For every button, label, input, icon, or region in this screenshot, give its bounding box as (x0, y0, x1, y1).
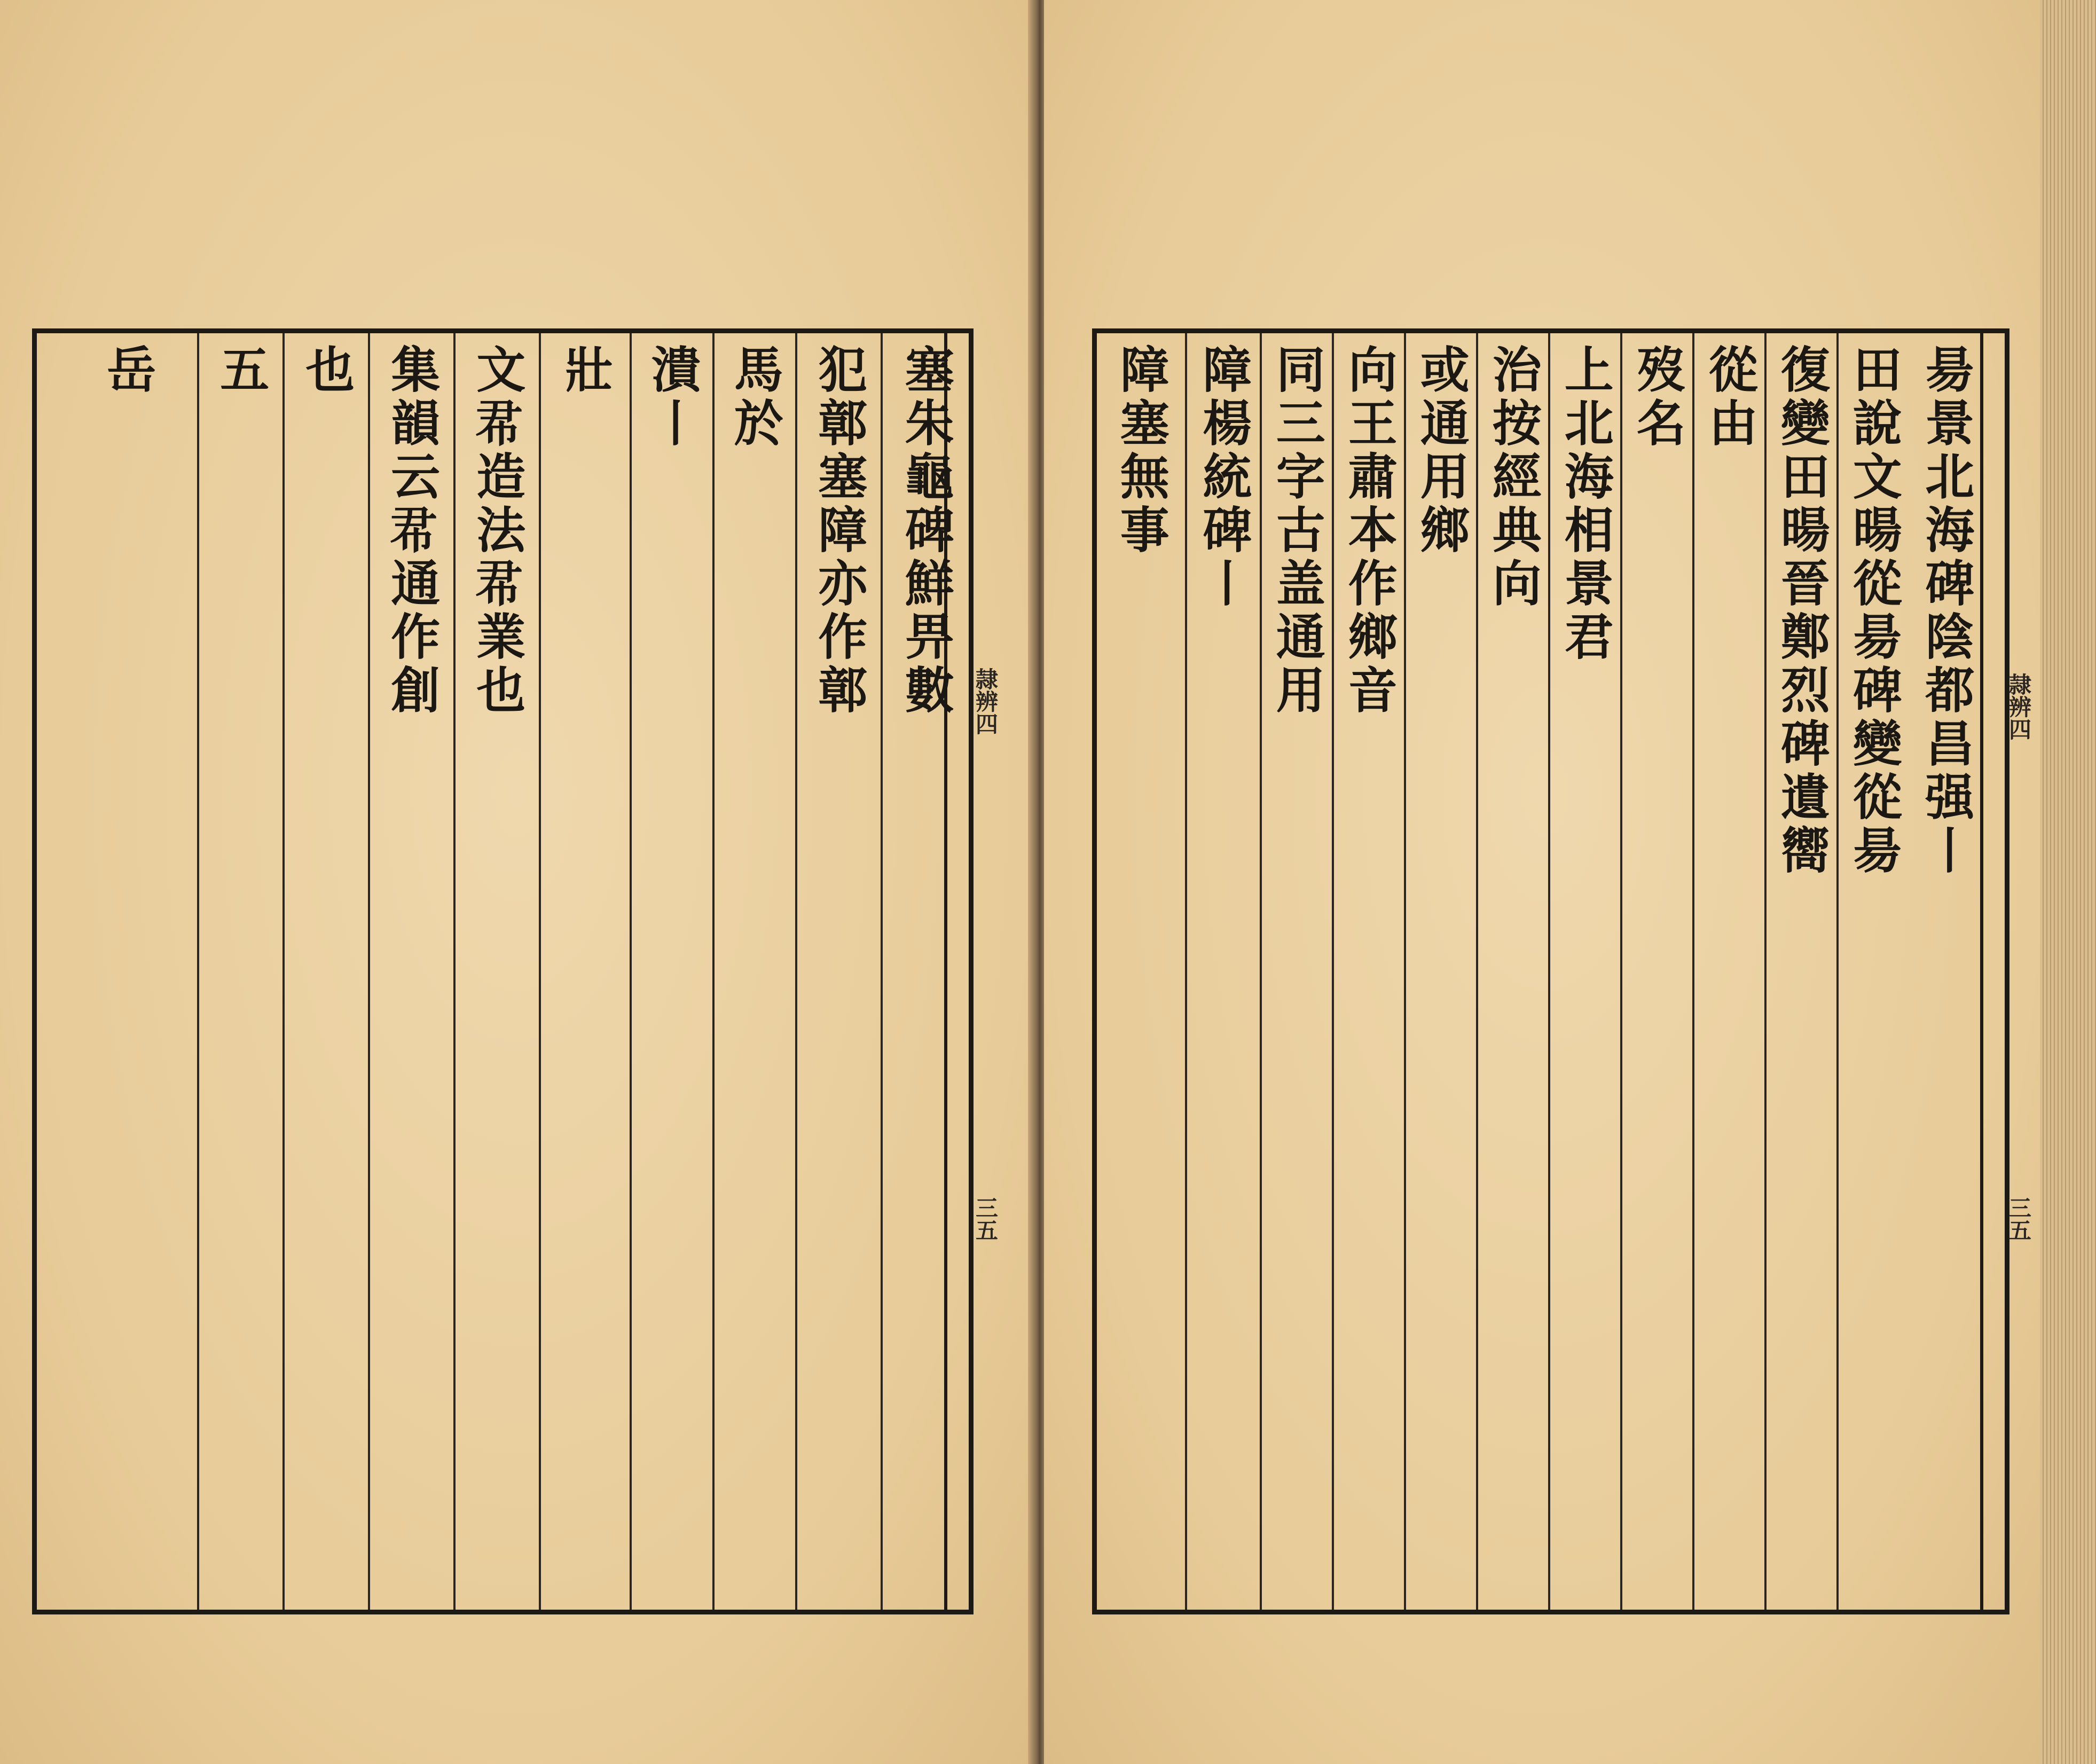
right-column-10 (1260, 333, 1332, 1610)
left-page (0, 0, 1033, 1764)
left-page-frame (32, 328, 974, 1614)
left-column-6 (453, 333, 539, 1610)
column-text: 馬於 (726, 344, 784, 451)
right-column-3 (1764, 333, 1836, 1610)
right-column-8 (1404, 333, 1476, 1610)
left-column-3 (712, 333, 795, 1610)
right-column-5 (1620, 333, 1692, 1610)
right-column-6 (1548, 333, 1620, 1610)
right-column-1 (1909, 333, 1983, 1610)
right-column-7 (1476, 333, 1548, 1610)
right-page-side-strip (1980, 333, 2005, 1610)
column-text: 治按經典向 (1484, 344, 1542, 611)
left-column-1 (881, 333, 969, 1610)
right-page-number: 三五 (2006, 1196, 2032, 1241)
left-column-4 (630, 333, 712, 1610)
column-text: 歿名 (1628, 344, 1686, 451)
column-text: 岳 (99, 344, 157, 397)
column-text: 也 (297, 344, 356, 397)
left-column-7 (368, 333, 453, 1610)
column-text: 潰丨 (643, 344, 701, 451)
column-text: 集韻云𢁨通作創 (383, 344, 441, 718)
right-column-4 (1692, 333, 1764, 1610)
column-text: 復變田暘晉鄭烈碑遺嚮 (1772, 344, 1831, 878)
left-column-8 (282, 333, 368, 1610)
column-text: 文𢁨造法𢁨業也 (468, 344, 527, 718)
column-text: 壯 (556, 344, 615, 397)
right-column-11 (1185, 333, 1260, 1610)
left-column-2 (795, 333, 881, 1610)
column-text: 田說文暘從昜碑變從昜 (1844, 344, 1903, 878)
right-page (1044, 0, 2045, 1764)
left-column-10 (58, 333, 197, 1610)
page-edges (2040, 0, 2096, 1764)
column-text: 向王肅本作鄉音 (1340, 344, 1398, 718)
left-column-9 (197, 333, 282, 1610)
column-text: 障楊統碑丨 (1195, 344, 1253, 611)
column-text: 塞朱龜碑鮮畀數 (897, 344, 955, 718)
left-page-number: 三五 (972, 1196, 999, 1241)
right-page-frame (1092, 328, 2009, 1614)
column-text: 同三字古盖通用 (1268, 344, 1326, 718)
column-text: 從由 (1700, 344, 1759, 451)
right-column-12 (1097, 333, 1185, 1610)
column-text: 犯鄣塞障亦作鄣 (810, 344, 868, 718)
column-text: 五 (212, 344, 270, 397)
right-column-9 (1332, 333, 1404, 1610)
left-folio-label: 隷辨四 (972, 668, 999, 735)
left-column-5 (539, 333, 630, 1610)
column-text: 昜景北海碑陰都昌强丨 (1917, 344, 1975, 878)
column-text: 或通用鄉 (1412, 344, 1470, 558)
column-text: 上北海相景君 (1556, 344, 1614, 664)
right-folio-label: 隷辨四 (2006, 673, 2032, 740)
right-column-2 (1836, 333, 1909, 1610)
column-text: 障塞無事 (1112, 344, 1170, 558)
